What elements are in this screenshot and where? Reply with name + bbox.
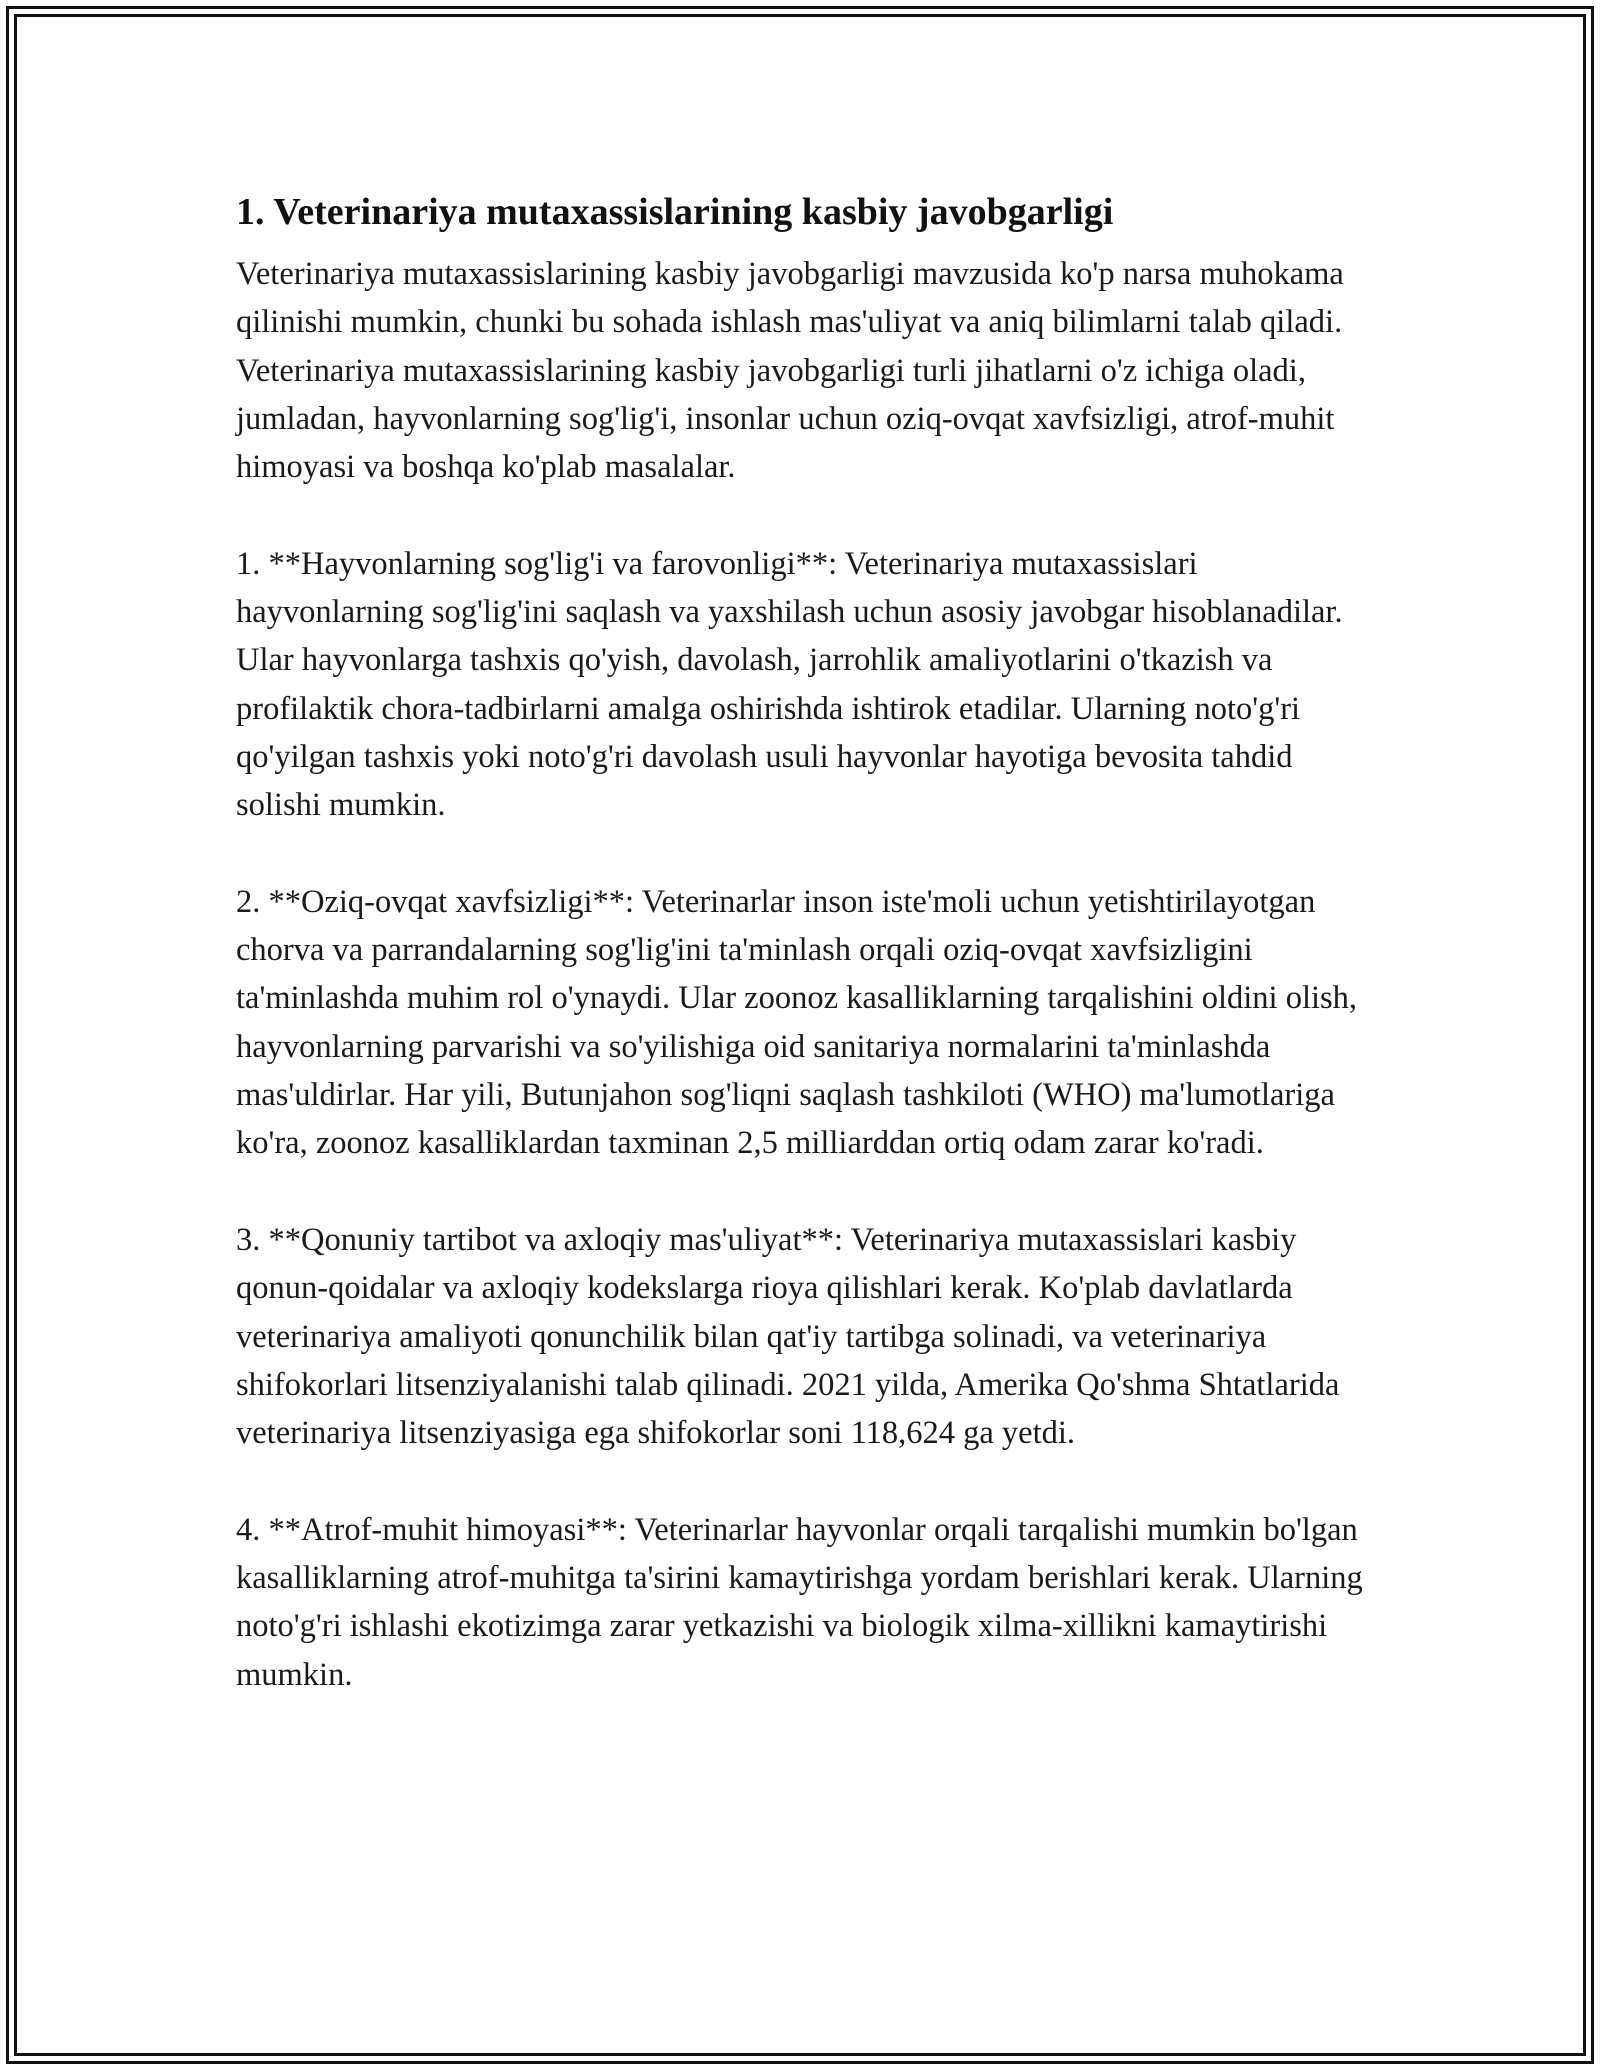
list-item-4: 4. **Atrof-muhit himoyasi**: Veterinarlar hayvonlar orqali tarqalishi mumkin bo'lgan kasalliklarning atrof-muhitga ta'sirini kamaytirishga yordam berishlari kerak. Ularning noto'g'ri ishlashi ekotizimga zarar yetkazishi va biologik xilma-xillikni kamaytirishi mumkin. [236, 1511, 1363, 1693]
paragraph-spacer [236, 491, 1376, 539]
list-item-3: 3. **Qonuniy tartibot va axloqiy mas'uliyat**: Veterinariya mutaxassislari kasbiy qonun-qoidalar va axloqiy kodekslarga rioya qilishlari kerak. Ko'plab davlatlarda veterinariya amaliyoti qonunchilik bilan qat'iy tartibga solinadi, va veterinariya shifokorlari litsenziyalanishi talab qilinadi. 2021 yilda, Amerika Qo'shma Shtatlarida veterinariya litsenziyasiga ega shifokorlar soni 118,624 ga yetdi. [236, 1221, 1340, 1452]
paragraph-spacer [236, 1168, 1376, 1216]
list-item-2: 2. **Oziq-ovqat xavfsizligi**: Veterinarlar inson iste'moli uchun yetishtirilayotgan chorva va parrandalarning sog'lig'ini ta'minlash orqali oziq-ovqat xavfsizligini ta'minlashda muhim rol o'ynaydi. Ular zoonoz kasalliklarning tarqalishini oldini olish, hayvonlarning parvarishi va so'yilishiga oid sanitariya normalarini ta'minlashda mas'uldirlar. Har yili, Butunjahon sog'liqni saqlash tashkiloti (WHO) ma'lumotlariga ko'ra, zoonoz kasalliklardan taxminan 2,5 milliarddan ortiq odam zarar ko'radi. [236, 883, 1358, 1162]
list-item-1: 1. **Hayvonlarning sog'lig'i va farovonligi**: Veterinariya mutaxassislari hayvonlarning sog'lig'ini saqlash va yaxshilash uchun asosiy javobgar hisoblanadilar. Ular hayvonlarga tashxis qo'yish, davolash, jarrohlik amaliyotlarini o'tkazish va profilaktik chora-tadbirlarni amalga oshirishda ishtirok etadilar. Ularning noto'g'ri qo'yilgan tashxis yoki noto'g'ri davolash usuli hayvonlar hayotiga bevosita tahdid solishi mumkin. [236, 545, 1343, 824]
document-body [236, 186, 1376, 1699]
paragraph-spacer [236, 1457, 1376, 1505]
intro-paragraph: Veterinariya mutaxassislarining kasbiy javobgarligi mavzusida ko'p narsa muhokama qilinishi mumkin, chunki bu sohada ishlash mas'uliyat va aniq bilimlarni talab qiladi. Veterinariya mutaxassislarining kasbiy javobgarligi turli jihatlarni o'z ichiga oladi, jumladan, hayvonlarning sog'lig'i, insonlar uchun oziq-ovqat xavfsizligi, atrof-muhit himoyasi va boshqa ko'plab masalalar. [236, 256, 1344, 486]
section-heading: 1. Veterinariya mutaxassislarining kasbiy javobgarligi [236, 191, 1114, 233]
paragraph-spacer [236, 830, 1376, 878]
